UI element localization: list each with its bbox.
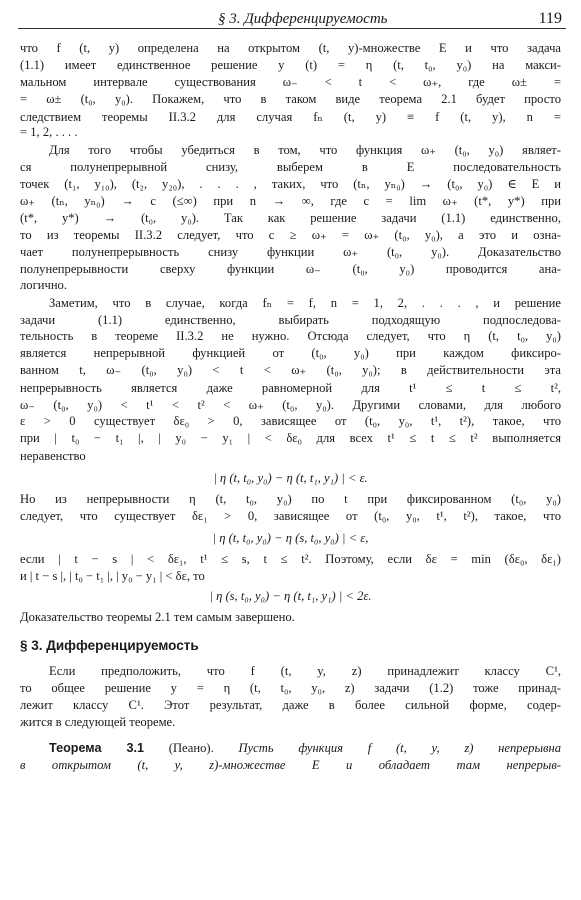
text-line: Если предположить, что f (t, y, z) принадлежит классу C¹, <box>49 663 561 678</box>
text-line: при | t₀ − t₁ |, | y₀ − y₁ | < δε₀ для всех t¹ ≤ t ≤ t² выполняется <box>20 431 561 446</box>
theorem-attribution: (Пеано). <box>144 740 239 755</box>
section-heading: § 3. Дифференцируемость <box>20 637 199 653</box>
theorem-line-2: в открытом (t, y, z)-множестве E и обладает там непрерыв- <box>20 757 561 772</box>
text-line: ω₋ (t₀, y₀) < t¹ < t² < ω₊ (t₀, y₀). Другими словами, для любого <box>20 397 561 412</box>
theorem-line-1 <box>49 740 561 757</box>
running-header <box>18 6 566 29</box>
text-line: = 1, 2, . . . . <box>20 125 78 140</box>
text-line: Для того чтобы убедиться в том, что функция ω₊ (t₀, y₀) являет- <box>49 142 561 157</box>
text-line: ε > 0 существует δε₀ > 0, зависящее от (t₀, y₀, t¹, t²), такое, что <box>20 414 561 429</box>
text-line: что f (t, y) определена на открытом (t, y)-множестве E и что задача <box>20 41 561 55</box>
text-line: следствием теоремы II.3.2 для случая fₙ (t, y) ≡ f (t, y), n = <box>20 109 561 124</box>
formula-inequality-1: | η (t, t₀, y₀) − η (t, t₁, y₁) | < ε. <box>213 470 368 485</box>
text-line: ся полунепрерывной снизу, выберем в E последовательность <box>20 159 561 174</box>
page-number: 119 <box>538 10 562 27</box>
text-line: полунепрерывности сверху функции ω₋ (t₀, y₀) проводится ана- <box>20 261 561 276</box>
text-line: непрерывность является даже равномерной для t¹ ≤ t ≤ t², <box>20 380 561 395</box>
text-line: чает полунепрерывность снизу функции ω₊ (t₀, y₀). Доказательство <box>20 245 561 260</box>
text-line: и | t − s |, | t₀ − t₁ |, | y₀ − y₁ | < δε, то <box>20 568 205 583</box>
text-line: тельность в теореме II.3.2 не нужно. Отсюда следует, что η (t, t₀, y₀) <box>20 329 561 344</box>
theorem-text: Пусть функция f (t, y, z) непрерывна <box>238 740 561 755</box>
closing-line: Доказательство теоремы 2.1 тем самым завершено. <box>20 609 295 624</box>
text-line: Заметим, что в случае, когда fₙ = f, n = 1, 2, . . . , и решение <box>49 295 561 310</box>
text-line: то из теоремы II.3.2 следует, что c ≥ ω₊ = ω₊ (t₀, y₀), а это и озна- <box>20 228 561 243</box>
text-line: = ω± (t₀, y₀). Покажем, что в таком виде теорема 2.1 будет просто <box>20 92 561 107</box>
text-line: логично. <box>20 277 68 292</box>
text-line: ванном t, ω₋ (t₀, y₀) < t < ω₊ (t₀, y₀); в действительности эта <box>20 363 561 378</box>
text-line: то общее решение y = η (t, t₀, y₀, z) задачи (1.2) тоже принад- <box>20 680 561 695</box>
text-line: задачи (1.1) единственно, выбирать подходящую подпоследова- <box>20 312 561 327</box>
text-line: является непрерывной функцией от (t₀, y₀) при каждом фиксиро- <box>20 346 561 361</box>
text-line: ω₊ (tₙ, yₙ₀) → c (≤∞) при n → ∞, где c = lim ω₊ (t*, y*) при <box>20 194 561 208</box>
text-line: (1.1) имеет единственное решение y (t) = η (t, t₀, y₀) на макси- <box>20 58 561 73</box>
text-line: (t*, y*) → (t₀, y₀). Так как решение задачи (1.1) единственно, <box>20 211 561 226</box>
text-line: следует, что существует δε₁ > 0, зависящее от (t₀, y₀, t¹, t²), такое, что <box>20 508 561 523</box>
theorem-block <box>20 740 561 774</box>
text-line: точек (t₁, y₁₀), (t₂, y₂₀), . . . , таких, что (tₙ, yₙ₀) → (t₀, y₀) ∈ E и <box>20 176 561 191</box>
formula-inequality-2: | η (t, t₀, y₀) − η (s, t₀, y₀) | < ε, <box>212 530 369 545</box>
theorem-label: Теорема 3.1 <box>49 740 145 755</box>
text-line: жится в следующей теореме. <box>20 714 176 729</box>
text-line: лежит классу C¹. Этот результат, даже в более сильной форме, содер- <box>20 697 561 712</box>
formula-inequality-3: | η (s, t₀, y₀) − η (t, t₁, y₁) | < 2ε. <box>209 588 372 603</box>
text-line: неравенство <box>20 448 86 463</box>
text-line: если | t − s | < δε₁, t¹ ≤ s, t ≤ t². Поэтому, если δε = min (δε₀, δε₁) <box>20 551 561 566</box>
running-title: § 3. Дифференцируемость <box>218 11 388 27</box>
text-line: Но из непрерывности η (t, t₀, y₀) по t при фиксированном (t₀, y₀) <box>20 491 561 506</box>
text-line: мальном интервале существования ω₋ < t < ω₊, где ω± = <box>20 75 561 90</box>
